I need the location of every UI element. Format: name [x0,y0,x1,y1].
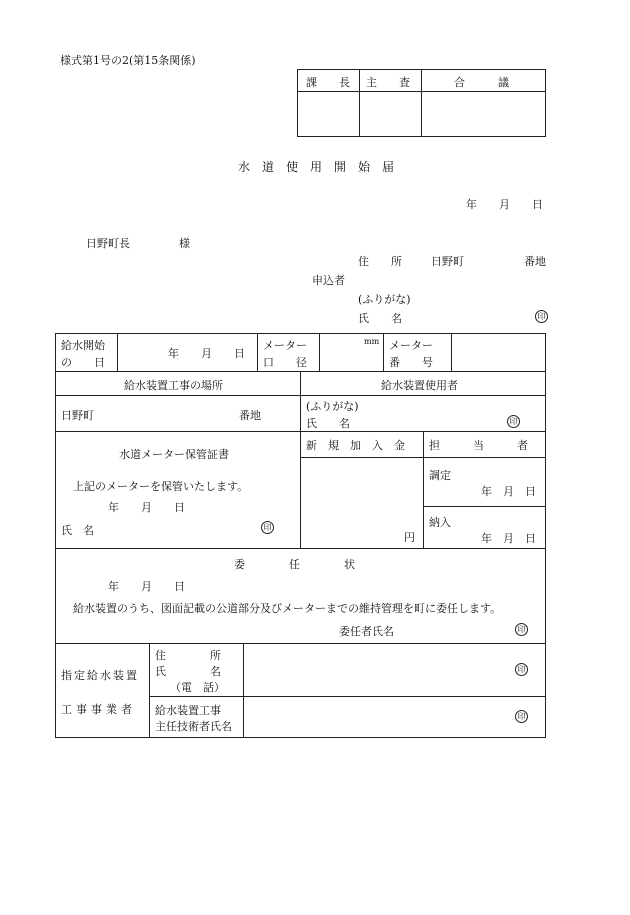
contractor-label-2: 工事事業者 [61,703,136,716]
certificate-date: 年 月 日 [108,501,185,514]
delegator-name-label: 委任者氏名 [339,625,394,638]
certificate-text: 上記のメーターを保管いたします。 [73,480,249,493]
chief-engineer-label-2: 主任技術者氏名 [155,720,232,733]
applicant-banchi: 番地 [524,255,546,268]
page-title: 水 道 使 用 開 始 届 [238,160,395,174]
delegation-date: 年 月 日 [108,580,185,593]
chief-engineer-label-1: 給水装置工事 [155,704,221,717]
start-label-2: の 日 [61,356,105,369]
form-id: 様式第1号の2(第15条関係) [60,54,196,67]
approval-col-shusa: 主 査 [366,76,410,89]
contractor-name-label: 氏 名 [155,665,221,678]
addressee-sama: 様 [179,237,190,250]
seal-icon: 印 [535,310,548,323]
chotei-label: 調定 [429,469,451,482]
nyunyu-date: 年 月 日 [481,532,536,545]
contractor-label-1: 指定給水装置 [61,669,139,682]
meter-diameter-label-1: メーター [263,339,307,352]
chotei-date: 年 月 日 [481,485,536,498]
new-fee-label: 新 規 加 入 金 [306,439,405,452]
certificate-title: 水道メーター保管証書 [119,448,229,461]
mm-unit: mm [364,337,380,346]
person-in-charge-label: 担 当 者 [429,439,528,452]
addressee-name: 日野町長 [86,237,130,250]
user-name-label: 氏 名 [306,417,350,430]
applicant-name-label: 氏 名 [358,312,402,325]
submission-date: 年 月 日 [466,198,543,211]
seal-icon: 印 [515,710,528,723]
construction-site-header: 給水装置工事の場所 [124,379,223,392]
site-banchi: 番地 [239,409,261,422]
seal-icon: 印 [507,415,520,428]
delegation-text: 給水装置のうち、図面記載の公道部分及びメーターまでの維持管理を町に委任します。 [73,602,502,615]
site-town: 日野町 [61,409,94,422]
meter-number-label-2: 番 号 [389,356,433,369]
applicant-label: 申込者 [312,274,345,287]
seal-icon: 印 [515,623,528,636]
seal-icon: 印 [261,521,274,534]
meter-number-label-1: メーター [389,339,433,352]
contractor-address-label: 住 所 [155,649,221,662]
seal-icon: 印 [515,663,528,676]
delegation-title: 委 任 状 [234,558,355,571]
fee-unit: 円 [404,531,415,544]
approval-col-kacho: 課 長 [306,76,350,89]
nyunyu-label: 納入 [429,516,451,529]
user-furigana: (ふりがな) [306,400,359,413]
applicant-furigana: (ふりがな) [358,293,411,306]
approval-col-gogi: 合 議 [454,76,509,89]
applicant-town: 日野町 [431,255,464,268]
contractor-phone-label: （電 話） [170,681,225,694]
applicant-address-label: 住 所 [358,255,402,268]
device-user-header: 給水装置使用者 [381,379,458,392]
start-date: 年 月 日 [168,347,245,360]
meter-diameter-label-2: 口 径 [263,356,307,369]
certificate-name-label: 氏 名 [61,524,94,537]
start-label-1: 給水開始 [61,339,105,352]
